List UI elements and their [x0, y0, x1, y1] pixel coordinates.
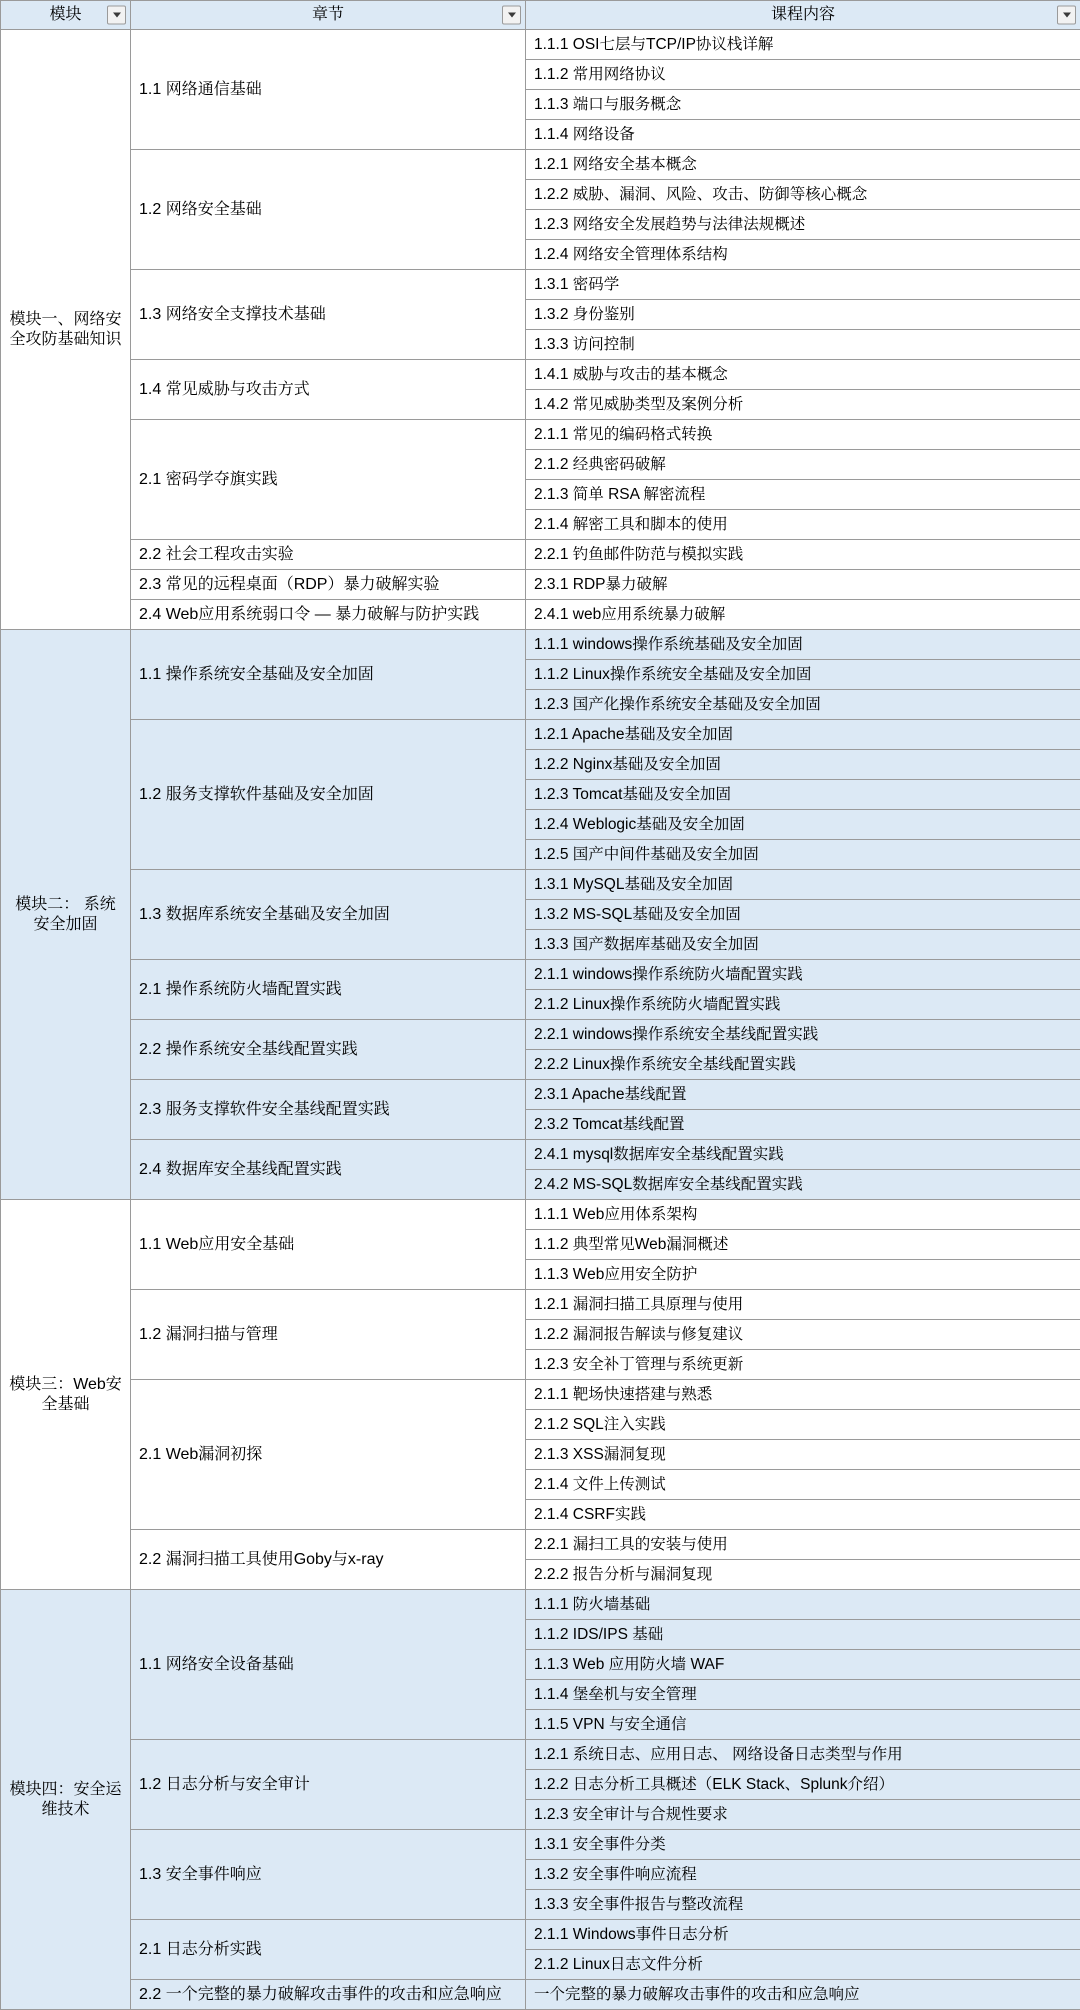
table-row	[1, 540, 1080, 570]
filter-dropdown-icon-chapter[interactable]	[502, 6, 521, 25]
table-row	[1, 1530, 1080, 1560]
table-row	[1, 1980, 1080, 2010]
column-header-module-label: 模块	[49, 6, 81, 23]
table-row	[1, 1920, 1080, 1950]
content-cell: 1.1.2 IDS/IPS 基础	[526, 1620, 1080, 1650]
table-row	[1, 1140, 1080, 1170]
chevron-down-icon	[1063, 13, 1071, 18]
content-cell: 1.2.3 安全审计与合规性要求	[526, 1800, 1080, 1830]
table-row	[1, 1020, 1080, 1050]
module-cell: 模块一、网络安全攻防基础知识	[1, 30, 131, 630]
content-cell: 2.1.4 解密工具和脚本的使用	[526, 510, 1080, 540]
content-cell: 1.3.3 安全事件报告与整改流程	[526, 1890, 1080, 1920]
content-cell: 1.2.2 日志分析工具概述（ELK Stack、Splunk介绍）	[526, 1770, 1080, 1800]
content-cell: 1.2.3 Tomcat基础及安全加固	[526, 780, 1080, 810]
table-row	[1, 1830, 1080, 1860]
chapter-cell: 1.1 网络安全设备基础	[131, 1590, 526, 1740]
content-cell: 1.1.1 OSI七层与TCP/IP协议栈详解	[526, 30, 1080, 60]
table-row	[1, 570, 1080, 600]
table-row	[1, 1200, 1080, 1230]
chapter-cell: 1.1 Web应用安全基础	[131, 1200, 526, 1290]
content-cell: 2.3.2 Tomcat基线配置	[526, 1110, 1080, 1140]
chapter-cell: 2.3 常见的远程桌面（RDP）暴力破解实验	[131, 570, 526, 600]
content-cell: 2.2.1 钓鱼邮件防范与模拟实践	[526, 540, 1080, 570]
content-cell: 1.2.2 Nginx基础及安全加固	[526, 750, 1080, 780]
table-row	[1, 720, 1080, 750]
content-cell: 1.2.1 漏洞扫描工具原理与使用	[526, 1290, 1080, 1320]
chapter-cell: 2.1 Web漏洞初探	[131, 1380, 526, 1530]
content-cell: 1.2.4 Weblogic基础及安全加固	[526, 810, 1080, 840]
content-cell: 1.1.1 防火墙基础	[526, 1590, 1080, 1620]
chapter-cell: 1.3 安全事件响应	[131, 1830, 526, 1920]
chapter-cell: 2.4 数据库安全基线配置实践	[131, 1140, 526, 1200]
chapter-cell: 1.2 网络安全基础	[131, 150, 526, 270]
content-cell: 2.2.1 漏扫工具的安装与使用	[526, 1530, 1080, 1560]
content-cell: 1.2.5 国产中间件基础及安全加固	[526, 840, 1080, 870]
table-row	[1, 1740, 1080, 1770]
chapter-cell: 1.3 网络安全支撑技术基础	[131, 270, 526, 360]
chapter-cell: 2.4 Web应用系统弱口令 — 暴力破解与防护实践	[131, 600, 526, 630]
table-row	[1, 420, 1080, 450]
content-cell: 1.2.1 系统日志、应用日志、 网络设备日志类型与作用	[526, 1740, 1080, 1770]
chapter-cell: 1.4 常见威胁与攻击方式	[131, 360, 526, 420]
chapter-cell: 1.2 日志分析与安全审计	[131, 1740, 526, 1830]
content-cell: 1.2.2 威胁、漏洞、风险、攻击、防御等核心概念	[526, 180, 1080, 210]
content-cell: 1.2.4 网络安全管理体系结构	[526, 240, 1080, 270]
content-cell: 1.2.3 网络安全发展趋势与法律法规概述	[526, 210, 1080, 240]
content-cell: 1.3.2 安全事件响应流程	[526, 1860, 1080, 1890]
content-cell: 一个完整的暴力破解攻击事件的攻击和应急响应	[526, 1980, 1080, 2010]
column-header-content-label: 课程内容	[771, 6, 835, 23]
chapter-cell: 2.1 日志分析实践	[131, 1920, 526, 1980]
table-row	[1, 150, 1080, 180]
content-cell: 1.1.4 网络设备	[526, 120, 1080, 150]
column-header-chapter-label: 章节	[312, 6, 344, 23]
table-row	[1, 30, 1080, 60]
content-cell: 2.1.2 Linux操作系统防火墙配置实践	[526, 990, 1080, 1020]
content-cell: 1.3.3 国产数据库基础及安全加固	[526, 930, 1080, 960]
content-cell: 2.2.2 Linux操作系统安全基线配置实践	[526, 1050, 1080, 1080]
content-cell: 1.2.3 国产化操作系统安全基础及安全加固	[526, 690, 1080, 720]
content-cell: 1.2.2 漏洞报告解读与修复建议	[526, 1320, 1080, 1350]
content-cell: 2.4.1 web应用系统暴力破解	[526, 600, 1080, 630]
content-cell: 2.1.4 CSRF实践	[526, 1500, 1080, 1530]
content-cell: 1.2.1 网络安全基本概念	[526, 150, 1080, 180]
content-cell: 2.1.1 常见的编码格式转换	[526, 420, 1080, 450]
chapter-cell: 1.2 漏洞扫描与管理	[131, 1290, 526, 1380]
content-cell: 2.1.3 简单 RSA 解密流程	[526, 480, 1080, 510]
chapter-cell: 2.1 操作系统防火墙配置实践	[131, 960, 526, 1020]
chapter-cell: 1.3 数据库系统安全基础及安全加固	[131, 870, 526, 960]
chapter-cell: 2.2 漏洞扫描工具使用Goby与x-ray	[131, 1530, 526, 1590]
content-cell: 1.3.1 安全事件分类	[526, 1830, 1080, 1860]
content-cell: 2.2.2 报告分析与漏洞复现	[526, 1560, 1080, 1590]
content-cell: 1.1.3 端口与服务概念	[526, 90, 1080, 120]
content-cell: 2.1.1 靶场快速搭建与熟悉	[526, 1380, 1080, 1410]
module-cell: 模块二： 系统安全加固	[1, 630, 131, 1200]
column-header-chapter	[131, 1, 526, 30]
content-cell: 2.1.4 文件上传测试	[526, 1470, 1080, 1500]
content-cell: 1.1.4 堡垒机与安全管理	[526, 1680, 1080, 1710]
chapter-cell: 1.2 服务支撑软件基础及安全加固	[131, 720, 526, 870]
content-cell: 2.4.1 mysql数据库安全基线配置实践	[526, 1140, 1080, 1170]
content-cell: 1.3.1 MySQL基础及安全加固	[526, 870, 1080, 900]
chevron-down-icon	[508, 13, 516, 18]
content-cell: 1.4.2 常见威胁类型及案例分析	[526, 390, 1080, 420]
table-row	[1, 1590, 1080, 1620]
content-cell: 1.2.3 安全补丁管理与系统更新	[526, 1350, 1080, 1380]
module-cell: 模块四：安全运维技术	[1, 1590, 131, 2010]
filter-dropdown-icon-content[interactable]	[1057, 6, 1076, 25]
content-cell: 1.4.1 威胁与攻击的基本概念	[526, 360, 1080, 390]
chapter-cell: 2.1 密码学夺旗实践	[131, 420, 526, 540]
content-cell: 1.1.5 VPN 与安全通信	[526, 1710, 1080, 1740]
content-cell: 1.3.1 密码学	[526, 270, 1080, 300]
column-header-content	[526, 1, 1080, 30]
content-cell: 1.1.2 Linux操作系统安全基础及安全加固	[526, 660, 1080, 690]
content-cell: 1.3.2 身份鉴别	[526, 300, 1080, 330]
table-row	[1, 270, 1080, 300]
chapter-cell: 1.1 网络通信基础	[131, 30, 526, 150]
table-row	[1, 630, 1080, 660]
chapter-cell: 2.2 一个完整的暴力破解攻击事件的攻击和应急响应	[131, 1980, 526, 2010]
table-row	[1, 960, 1080, 990]
content-cell: 1.3.2 MS-SQL基础及安全加固	[526, 900, 1080, 930]
content-cell: 2.1.2 SQL注入实践	[526, 1410, 1080, 1440]
column-header-module	[1, 1, 131, 30]
table-row	[1, 360, 1080, 390]
content-cell: 1.1.2 典型常见Web漏洞概述	[526, 1230, 1080, 1260]
chevron-down-icon	[113, 13, 121, 18]
content-cell: 2.3.1 Apache基线配置	[526, 1080, 1080, 1110]
content-cell: 1.1.3 Web 应用防火墙 WAF	[526, 1650, 1080, 1680]
content-cell: 2.4.2 MS-SQL数据库安全基线配置实践	[526, 1170, 1080, 1200]
content-cell: 1.2.1 Apache基础及安全加固	[526, 720, 1080, 750]
content-cell: 1.1.2 常用网络协议	[526, 60, 1080, 90]
table-row	[1, 1380, 1080, 1410]
filter-dropdown-icon-module[interactable]	[107, 6, 126, 25]
content-cell: 2.1.1 Windows事件日志分析	[526, 1920, 1080, 1950]
table-row	[1, 1080, 1080, 1110]
module-cell: 模块三：Web安全基础	[1, 1200, 131, 1590]
content-cell: 2.1.1 windows操作系统防火墙配置实践	[526, 960, 1080, 990]
chapter-cell: 2.3 服务支撑软件安全基线配置实践	[131, 1080, 526, 1140]
table-row	[1, 1290, 1080, 1320]
chapter-cell: 2.2 社会工程攻击实验	[131, 540, 526, 570]
table-row	[1, 870, 1080, 900]
content-cell: 1.1.1 windows操作系统基础及安全加固	[526, 630, 1080, 660]
content-cell: 2.1.2 经典密码破解	[526, 450, 1080, 480]
table-row	[1, 600, 1080, 630]
content-cell: 2.1.2 Linux日志文件分析	[526, 1950, 1080, 1980]
content-cell: 2.1.3 XSS漏洞复现	[526, 1440, 1080, 1470]
chapter-cell: 2.2 操作系统安全基线配置实践	[131, 1020, 526, 1080]
content-cell: 1.1.1 Web应用体系架构	[526, 1200, 1080, 1230]
content-cell: 1.1.3 Web应用安全防护	[526, 1260, 1080, 1290]
chapter-cell: 1.1 操作系统安全基础及安全加固	[131, 630, 526, 720]
content-cell: 1.3.3 访问控制	[526, 330, 1080, 360]
content-cell: 2.2.1 windows操作系统安全基线配置实践	[526, 1020, 1080, 1050]
table-header-row	[1, 1, 1080, 30]
content-cell: 2.3.1 RDP暴力破解	[526, 570, 1080, 600]
